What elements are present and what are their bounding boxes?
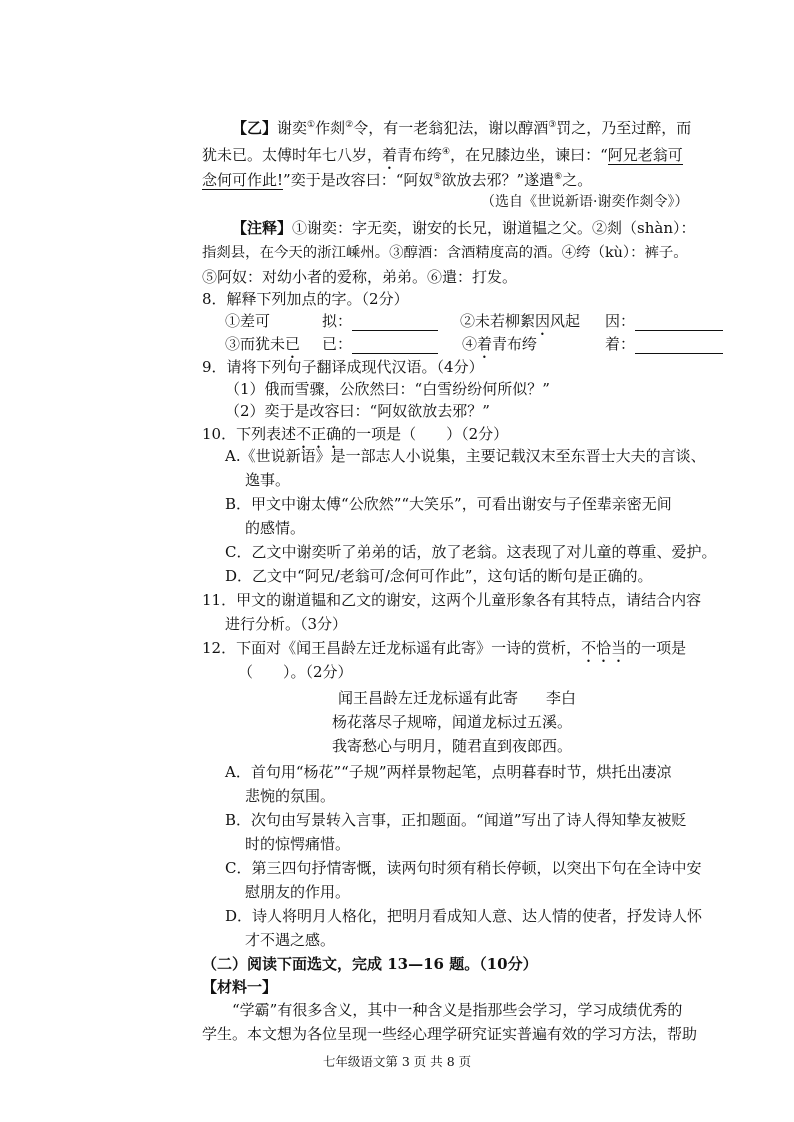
q11-stem: 11．甲文的谢道韫和乙文的谢安，这两个儿童形象各有其特点，请结合内容	[202, 591, 702, 609]
q8-item-4-answer: 着：	[605, 334, 723, 354]
q10-option-b-cont: 的感情。	[245, 519, 306, 537]
q12-option-b: B．次句由写景转入言事，正扣题面。“闻道”写出了诗人得知挚友被贬	[225, 811, 687, 829]
notes-line-3: ⑤阿奴：对幼小者的爱称，弟弟。⑥遣：打发。	[202, 268, 518, 286]
poem-line-1: 杨花落尽子规啼，闻道龙标过五溪。	[332, 713, 573, 731]
q10-stem: 10．下列表述不正确的一项是（ ）（2分）	[202, 425, 509, 443]
q12-option-a: A．首句用“杨花”“子规”两样景物起笔，点明暮春时节，烘托出凄凉	[225, 763, 672, 781]
q12-option-d: D．诗人将明月人格化，把明月看成知人意、达人情的使者，抒发诗人怀	[225, 907, 703, 925]
underlined-text: 阿兄老翁可	[607, 146, 683, 164]
q12-stem: 12．下面对《闻王昌龄左迁龙标遥有此寄》一诗的赏析，不恰当的一项是	[202, 639, 687, 657]
dotted-char: 已	[285, 335, 301, 353]
q8-item-2-answer: 因：	[605, 311, 723, 331]
section-heading: （二）阅读下面选文，完成 13—16 题。（10分）	[202, 955, 538, 973]
q8-item-3: ③而犹未已	[225, 335, 301, 353]
dotted-char: 因	[535, 312, 551, 330]
notes-label: 【注释】	[232, 219, 293, 237]
q9-stem: 9．请将下列句子翻译成现代汉语。（4分）	[202, 358, 484, 376]
yi-line-3: 念何可作此!”奕于是改容曰：“阿奴⑤欲放去邪？”遂遣⑥之。	[202, 171, 593, 189]
q10-option-d: D．乙文中“阿兄/老翁可/念何可作此”，这句话的断句是正确的。	[225, 567, 653, 585]
q10-option-c: C．乙文中谢奕听了弟弟的话，放了老翁。这表现了对儿童的尊重、爱护。	[225, 543, 717, 561]
answer-blank[interactable]	[635, 337, 723, 354]
q10-option-b: B．甲文中谢太傅“公欣然”“大笑乐”，可看出谢安与子侄辈亲密无间	[225, 495, 672, 513]
yi-line-1: 【乙】谢奕①作剡②令，有一老翁犯法，谢以醇酒③罚之，乃至过醉，而	[232, 119, 692, 137]
q10-option-a: A.《世说新语》是一部志人小说集，主要记载汉末至东晋士大夫的言谈、	[225, 447, 706, 465]
q11-stem-cont: 进行分析。（3分）	[225, 615, 348, 633]
material-paragraph-line-1: “学霸”有很多含义，其中一种含义是指那些会学习，学习成绩优秀的	[232, 1001, 683, 1019]
notes-line-1: 【注释】①谢奕：字无奕，谢安的长兄，谢道韫之父。②剡（shàn）：	[232, 219, 696, 237]
poem-title-line	[338, 688, 576, 708]
notes-line-2: 指剡县，在今天的浙江嵊州。③醇酒：含酒精度高的酒。④绔（kù）：裤子。	[202, 245, 688, 261]
yi-source: （选自《世说新语·谢奕作剡令》）	[481, 194, 689, 210]
poem-author: 李白	[546, 689, 577, 707]
q9-sentence-2: （2）奕于是改容曰：“阿奴欲放去邪？”	[225, 402, 490, 420]
q12-stem-cont: （ ）。（2分）	[238, 663, 353, 681]
yi-line-2: 犹未已。太傅时年七八岁，着青布绔④，在兄膝边坐，谏曰：“阿兄老翁可	[202, 146, 683, 164]
material-label: 【材料一】	[202, 978, 278, 996]
q12-option-c-cont: 慰朋友的作用。	[245, 883, 351, 901]
yi-label: 【乙】	[232, 119, 278, 137]
q8-stem: 8．解释下列加点的字。（2分）	[202, 290, 409, 308]
dotted-text: 不恰当	[581, 639, 627, 657]
q8-item-4: ④着青布绔	[462, 335, 538, 353]
q8-item-3-answer: 已：	[322, 334, 438, 354]
material-paragraph-line-2: 学生。本文想为各位呈现一些经心理学研究证实普遍有效的学习方法，帮助	[202, 1025, 698, 1043]
q8-item-1: ①差可	[225, 312, 271, 330]
answer-blank[interactable]	[635, 314, 723, 331]
poem-title: 闻王昌龄左迁龙标遥有此寄	[338, 689, 519, 707]
q12-option-b-cont: 时的惊愕痛惜。	[245, 835, 351, 853]
q9-sentence-1: （1）俄而雪骤，公欣然曰：“白雪纷纷何所似？”	[225, 380, 550, 398]
q8-item-1-answer: 拟：	[322, 311, 438, 331]
dotted-text: 不正确	[296, 425, 342, 443]
dotted-char: 着	[477, 335, 493, 353]
answer-blank[interactable]	[352, 314, 438, 331]
q8-item-2: ②未若柳絮因风起	[460, 312, 581, 330]
answer-blank[interactable]	[352, 337, 438, 354]
dotted-char: 着	[382, 146, 398, 164]
q12-option-c: C．第三四句抒情寄慨，读两句时须有稍长停顿，以突出下句在全诗中安	[225, 859, 702, 877]
q12-option-d-cont: 才不遇之感。	[245, 931, 336, 949]
page-footer: 七年级语文第 3 页 共 8 页	[322, 1054, 472, 1069]
poem-line-2: 我寄愁心与明月，随君直到夜郎西。	[332, 737, 573, 755]
q12-option-a-cont: 悲惋的氛围。	[245, 787, 336, 805]
underlined-text: 念何可作此!	[202, 171, 284, 189]
q10-option-a-cont: 逸事。	[245, 471, 291, 489]
